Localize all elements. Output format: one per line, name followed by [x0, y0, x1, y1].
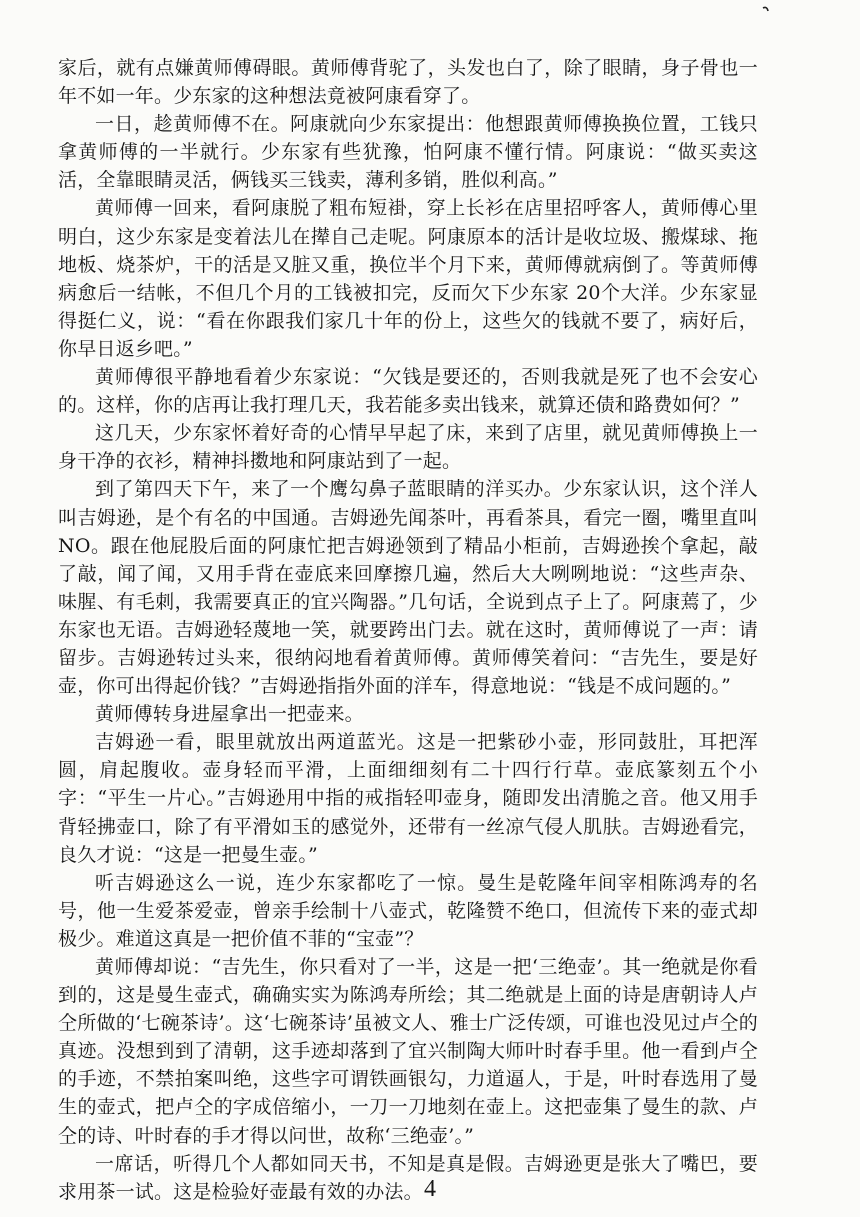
- paragraph: 到了第四天下午，来了一个鹰勾鼻子蓝眼睛的洋买办。少东家认识，这个洋人叫吉姆逊，是个有名的中国通。吉姆逊先闻茶叶，再看茶具，看完一圈，嘴里直叫 NO。跟在他屁股后面的阿康忙把吉姆逊领到了精品小柜前，吉姆逊挨个拿起，敲了敲，闻了闻，又用手背在壶底来回摩擦几遍，然后大大咧咧地说：“这些声杂、味腥、有毛刺，我需要真正的宜兴陶器。”几句话，全说到点子上了。阿康蔫了，少东家也无语。吉姆逊轻蔑地一笑，就要跨出门去。就在这时，黄师傅说了一声：请留步。吉姆逊转过头来，很纳闷地看着黄师傅。黄师傅笑着问：“吉先生，要是好壶，你可出得起价钱？”吉姆逊指指外面的洋车，得意地说：“钱是不成问题的。”: [58, 478, 758, 698]
- paragraph-continued: 家后，就有点嫌黄师傅碍眼。黄师傅背驼了，头发也白了，除了眼睛，身子骨也一年不如一年。少东家的这种想法竟被阿康看穿了。: [58, 57, 758, 108]
- scan-speck-icon: [762, 6, 770, 14]
- paragraph: 听吉姆逊这么一说，连少东家都吃了一惊。曼生是乾隆年间宰相陈鸿寿的名号，他一生爱茶爱壶，曾亲手绘制十八壶式，乾隆赞不绝口，但流传下来的壶式却极少。难道这真是一把价值不菲的“宝壶”？: [58, 871, 758, 950]
- paragraph: 一席话，听得几个人都如同天书，不知是真是假。吉姆逊更是张大了嘴巴，要求用茶一试。这是检验好壶最有效的办法。: [58, 1152, 758, 1203]
- paragraph: 一日，趁黄师傅不在。阿康就向少东家提出：他想跟黄师傅换换位置，工钱只拿黄师傅的一半就行。少东家有些犹豫，怕阿康不懂行情。阿康说：“做买卖这活，全靠眼睛灵活，俩钱买三钱卖，薄利多销，胜似利高。”: [58, 113, 758, 192]
- paragraph: 这几天，少东家怀着好奇的心情早早起了床，来到了店里，就见黄师傅换上一身干净的衣衫，精神抖擞地和阿康站到了一起。: [58, 422, 758, 473]
- body-text: [58, 54, 758, 1206]
- page-number: 4: [424, 1176, 436, 1202]
- paragraph: 黄师傅转身进屋拿出一把壶来。: [95, 703, 364, 726]
- paragraph: 吉姆逊一看，眼里就放出两道蓝光。这是一把紫砂小壶，形同鼓肚，耳把浑圆，肩起腹收。壶身轻而平滑，上面细细刻有二十四行行草。壶底篆刻五个小字：“平生一片心。”吉姆逊用中指的戒指轻叩壶身，随即发出清脆之音。他又用手背轻拂壶口，除了有平滑如玉的感觉外，还带有一丝凉气侵人肌肤。吉姆逊看完，良久才说：“这是一把曼生壶。”: [58, 731, 758, 866]
- paragraph: 黄师傅一回来，看阿康脱了粗布短褂，穿上长衫在店里招呼客人，黄师傅心里明白，这少东家是变着法儿在撵自己走呢。阿康原本的活计是收垃圾、搬煤球、拖地板、烧茶炉，干的活是又脏又重，换位半个月下来，黄师傅就病倒了。等黄师傅病愈后一结帐，不但几个月的工钱被扣完，反而欠下少东家 20个大洋。少东家显得挺仁义，说：“看在你跟我们家几十年的份上，这些欠的钱就不要了，病好后，你早日返乡吧。”: [58, 197, 758, 360]
- paragraph: 黄师傅却说：“吉先生，你只看对了一半，这是一把‘三绝壶’。其一绝就是你看到的，这是曼生壶式，确确实实为陈鸿寿所绘；其二绝就是上面的诗是唐朝诗人卢仝所做的‘七碗茶诗’。这‘七碗茶诗’虽被文人、雅士广泛传颂，可谁也没见过卢仝的真迹。没想到到了清朝，这手迹却落到了宜兴制陶大师叶时春手里。他一看到卢仝的手迹，不禁拍案叫绝，这些字可谓铁画银勾，力道逼人，于是，叶时春选用了曼生的壶式，把卢仝的字成倍缩小，一刀一刀地刻在壶上。这把壶集了曼生的款、卢仝的诗、叶时春的手才得以问世，故称‘三绝壶’。”: [58, 956, 758, 1147]
- paragraph: 黄师傅很平静地看着少东家说：“欠钱是要还的，否则我就是死了也不会安心的。这样，你的店再让我打理几天，我若能多卖出钱来，就算还债和路费如何？”: [58, 366, 758, 417]
